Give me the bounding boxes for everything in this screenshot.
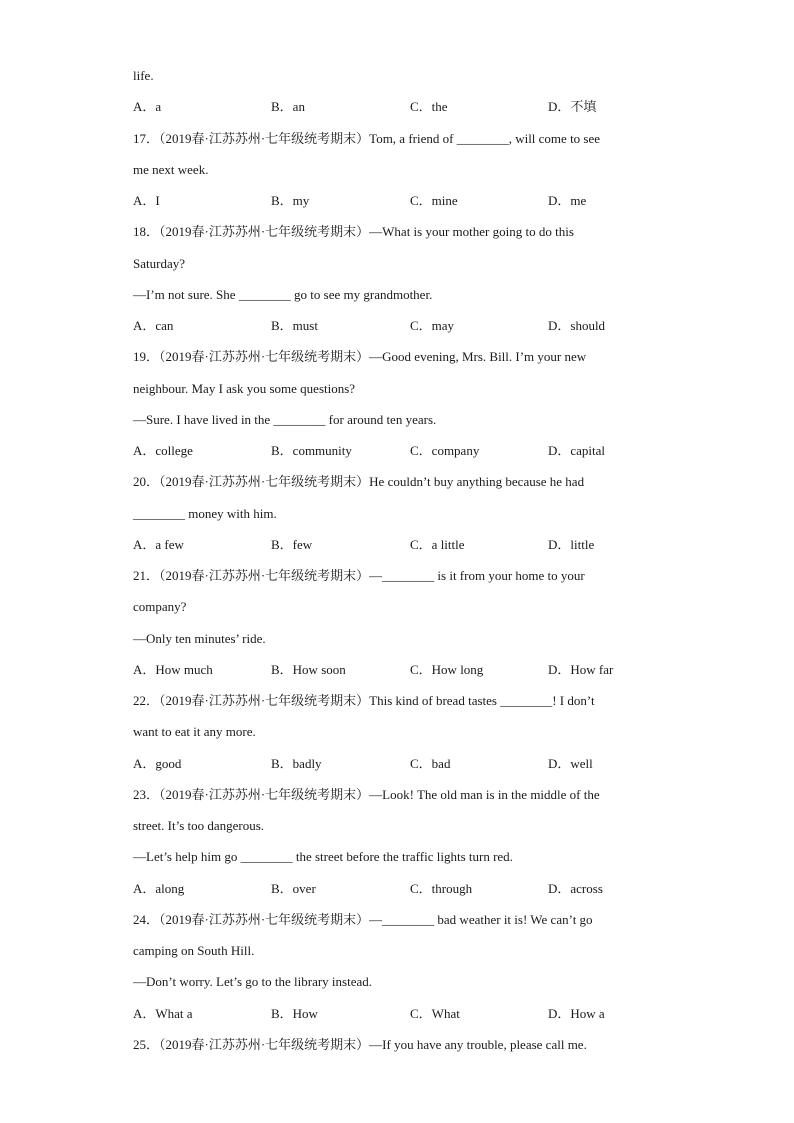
question-text-line: Saturday? (133, 256, 185, 271)
answer-option: B．my (271, 193, 310, 208)
answer-option: C．What (410, 1006, 460, 1021)
answer-option: A．I (133, 193, 160, 208)
question-text-line: life. (133, 68, 154, 83)
answer-option: A．college (133, 443, 193, 458)
answer-options-row (133, 443, 693, 459)
answer-option: A．along (133, 881, 185, 896)
question-text-line: ________ money with him. (133, 506, 277, 521)
answer-option: B．community (271, 443, 352, 458)
answer-options-row (133, 318, 693, 334)
question-text-line: 21．（2019春·江苏苏州·七年级统考期末）—________ is it from your home to your (133, 568, 585, 583)
question-text-line: —Sure. I have lived in the ________ for around ten years. (133, 412, 437, 427)
answer-option: D．should (548, 318, 606, 333)
answer-option: D．across (548, 881, 603, 896)
answer-option: D．不填 (548, 99, 597, 114)
answer-options-row (133, 881, 693, 897)
question-text-line: 24．（2019春·江苏苏州·七年级统考期末）—________ bad weather it is! We can’t go (133, 912, 593, 927)
question-text-line: 17．（2019春·江苏苏州·七年级统考期末）Tom, a friend of ________, will come to see (133, 131, 601, 146)
answer-option: D．me (548, 193, 587, 208)
question-text-line: me next week. (133, 162, 209, 177)
question-text-line: neighbour. May I ask you some questions? (133, 381, 356, 396)
question-text-line: 23．（2019春·江苏苏州·七年级统考期末）—Look! The old man is in the middle of the (133, 787, 600, 802)
answer-option: C．company (410, 443, 480, 458)
question-text-line: 19．（2019春·江苏苏州·七年级统考期末）—Good evening, Mrs. Bill. I’m your new (133, 349, 587, 364)
question-text-line: 20．（2019春·江苏苏州·七年级统考期末）He couldn’t buy anything because he had (133, 474, 585, 489)
question-text-line: —Don’t worry. Let’s go to the library instead. (133, 974, 373, 989)
answer-options-row (133, 1006, 693, 1022)
answer-option: A．good (133, 756, 182, 771)
answer-option: D．How far (548, 662, 614, 677)
answer-option: B．badly (271, 756, 322, 771)
answer-option: B．How (271, 1006, 318, 1021)
answer-option: C．a little (410, 537, 465, 552)
answer-option: A．How much (133, 662, 213, 677)
question-text-line: 22．（2019春·江苏苏州·七年级统考期末）This kind of bread tastes ________! I don’t (133, 693, 595, 708)
answer-option: B．How soon (271, 662, 346, 677)
answer-option: B．an (271, 99, 305, 114)
question-text-line: 25．（2019春·江苏苏州·七年级统考期末）—If you have any trouble, please call me. (133, 1037, 587, 1052)
answer-options-row (133, 193, 693, 209)
answer-option: A．a few (133, 537, 184, 552)
answer-option: B．over (271, 881, 316, 896)
question-text-line: —Only ten minutes’ ride. (133, 631, 266, 646)
answer-option: A．can (133, 318, 174, 333)
question-text-line: camping on South Hill. (133, 943, 255, 958)
answer-option: C．bad (410, 756, 451, 771)
question-text-line: company? (133, 599, 187, 614)
answer-options-row (133, 537, 693, 553)
answer-option: D．little (548, 537, 595, 552)
answer-option: B．few (271, 537, 313, 552)
answer-option: C．How long (410, 662, 484, 677)
answer-option: B．must (271, 318, 318, 333)
question-text-line: 18．（2019春·江苏苏州·七年级统考期末）—What is your mother going to do this (133, 224, 574, 239)
answer-option: C．may (410, 318, 455, 333)
answer-option: C．through (410, 881, 473, 896)
answer-option: C．the (410, 99, 448, 114)
question-text-line: —I’m not sure. She ________ go to see my grandmother. (133, 287, 433, 302)
question-text-line: want to eat it any more. (133, 724, 256, 739)
answer-option: D．capital (548, 443, 606, 458)
question-text-line: street. It’s too dangerous. (133, 818, 265, 833)
answer-options-row (133, 662, 693, 678)
question-text-line: —Let’s help him go ________ the street before the traffic lights turn red. (133, 849, 513, 864)
answer-option: A．a (133, 99, 162, 114)
answer-option: C．mine (410, 193, 458, 208)
answer-options-row (133, 756, 693, 772)
answer-options-row (133, 99, 693, 115)
answer-option: A．What a (133, 1006, 193, 1021)
answer-option: D．How a (548, 1006, 605, 1021)
answer-option: D．well (548, 756, 593, 771)
